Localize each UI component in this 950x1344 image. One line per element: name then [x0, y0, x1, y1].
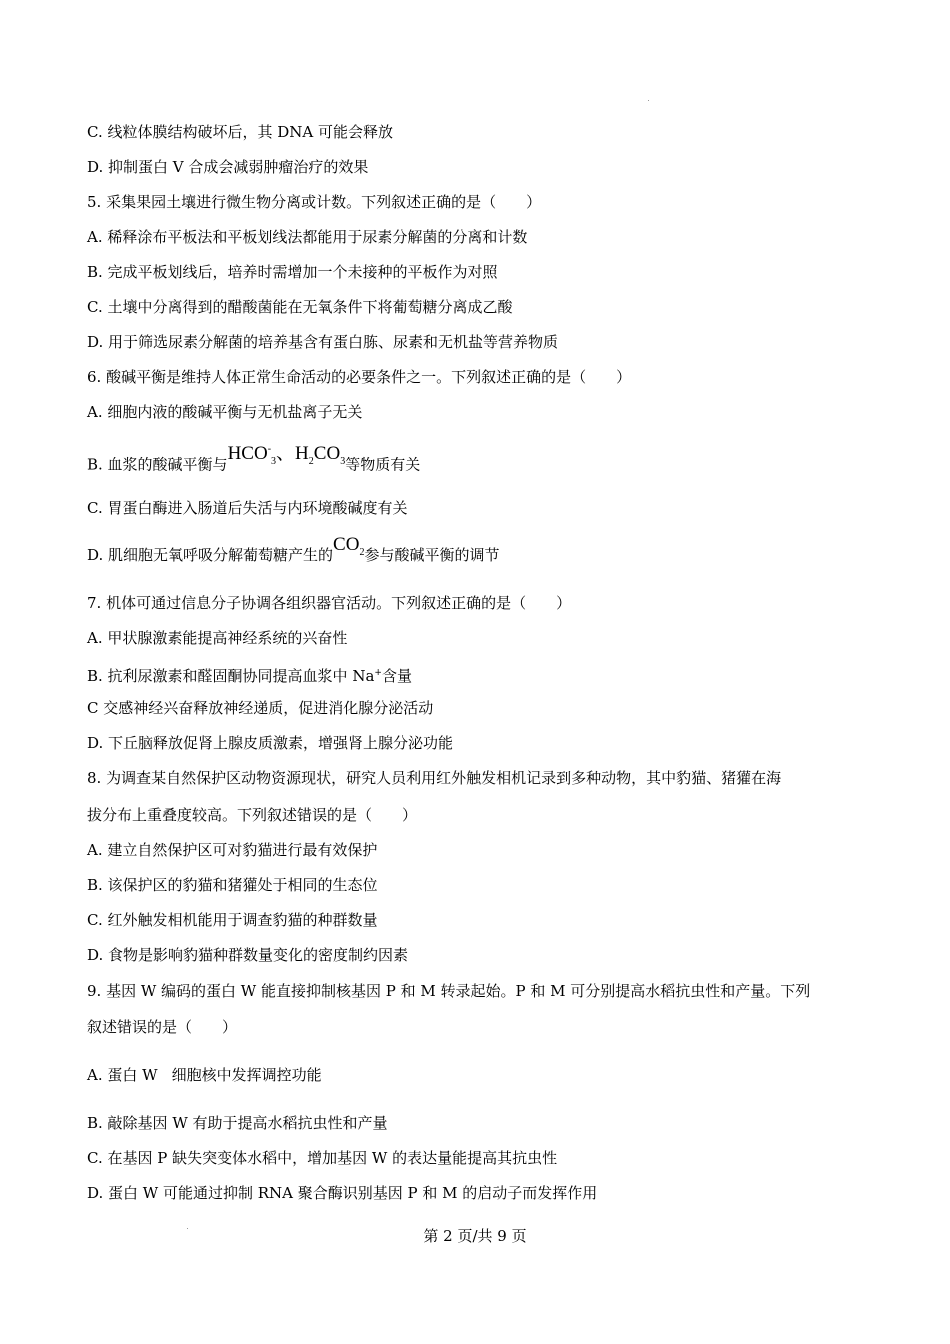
- page-footer: 第 2 页/共 9 页: [423, 1227, 527, 1245]
- question-8-line2: 拔分布上重叠度较高。下列叙述错误的是（ ）: [87, 806, 418, 824]
- co-text: CO: [313, 443, 341, 465]
- option-b-q7: [87, 663, 412, 686]
- option-d-q9: D. 蛋白 W 可能通过抑制 RNA 聚合酶识别基因 P 和 M 的启动子而发挥作用: [87, 1184, 598, 1202]
- co-subscript: 3: [340, 456, 346, 468]
- option-b-q8: B. 该保护区的豹猫和猪獾处于相同的生态位: [87, 876, 378, 894]
- option-a-q9: [87, 1065, 322, 1085]
- option-a-q7: A. 甲状腺激素能提高神经系统的兴奋性: [87, 629, 348, 647]
- option-b-q7-suffix: 含量: [381, 667, 412, 685]
- co2-text: CO: [333, 534, 360, 555]
- hco-text: HCO: [227, 443, 268, 465]
- question-7: 7. 机体可通过信息分子协调各组织器官活动。下列叙述正确的是（ ）: [87, 594, 572, 612]
- question-8-line1: 8. 为调查某自然保护区动物资源现状，研究人员利用红外触发相机记录到多种动物，其中豹猫、猪獾在海: [87, 769, 782, 787]
- option-b-q9: B. 敲除基因 W 有助于提高水稻抗虫性和产量: [87, 1114, 388, 1132]
- option-b-q6: [87, 443, 421, 482]
- option-d-q6: [87, 534, 500, 573]
- option-c-q7: C 交感神经兴奋释放神经递质，促进消化腺分泌活动: [87, 699, 434, 717]
- option-c-q5: C. 土壤中分离得到的醋酸菌能在无氧条件下将葡萄糖分离成乙酸: [87, 298, 513, 316]
- co2-subscript: 2: [359, 546, 365, 558]
- question-9-line1: 9. 基因 W 编码的蛋白 W 能直接抑制核基因 P 和 M 转录起始。P 和 M 可分别提高水稻抗虫性和产量。下列: [87, 982, 811, 1000]
- option-d-q4: D. 抑制蛋白 V 合成会减弱肿瘤治疗的效果: [87, 158, 369, 176]
- hco-subscript: 3: [271, 456, 277, 468]
- question-9-line2: 叙述错误的是（ ）: [87, 1018, 238, 1036]
- h-text: H: [295, 443, 309, 465]
- option-c-q8: C. 红外触发相机能用于调查豹猫的种群数量: [87, 911, 378, 929]
- option-d-q6-suffix: 参与酸碱平衡的调节: [364, 546, 500, 564]
- bicarbonate-formula: [227, 443, 346, 468]
- option-c-q9: C. 在基因 P 缺失突变体水稻中，增加基因 W 的表达量能提高其抗虫性: [87, 1149, 558, 1167]
- hco-charge: -: [267, 444, 272, 455]
- option-a-q8: A. 建立自然保护区可对豹猫进行最有效保护: [87, 841, 378, 859]
- option-a-q5: A. 稀释涂布平板法和平板划线法都能用于尿素分解菌的分离和计数: [87, 228, 528, 246]
- option-d-q5: D. 用于筛选尿素分解菌的培养基含有蛋白胨、尿素和无机盐等营养物质: [87, 333, 559, 351]
- scan-dot: [648, 100, 649, 101]
- option-b-q6-suffix: 等物质有关: [345, 455, 421, 474]
- option-d-q6-prefix: D. 肌细胞无氧呼吸分解葡萄糖产生的: [87, 546, 334, 564]
- formula-separator: 、: [276, 443, 296, 465]
- question-6: 6. 酸碱平衡是维持人体正常生命活动的必要条件之一。下列叙述正确的是（ ）: [87, 368, 632, 386]
- option-a-q9-suffix: 细胞核中发挥调控功能: [171, 1066, 322, 1084]
- option-c-q6: C. 胃蛋白酶进入肠道后失活与内环境酸碱度有关: [87, 499, 408, 517]
- sodium-charge: +: [374, 668, 382, 678]
- option-b-q7-prefix: B. 抗利尿激素和醛固酮协同提高血浆中 Na: [87, 667, 375, 685]
- option-b-q6-prefix: B. 血浆的酸碱平衡与: [87, 455, 228, 474]
- option-a-q9-prefix: A. 蛋白 W: [87, 1066, 158, 1084]
- option-a-q6: A. 细胞内液的酸碱平衡与无机盐离子无关: [87, 403, 363, 421]
- question-5: 5. 采集果园土壤进行微生物分离或计数。下列叙述正确的是（ ）: [87, 193, 542, 211]
- option-d-q8: D. 食物是影响豹猫种群数量变化的密度制约因素: [87, 946, 409, 964]
- option-d-q7: D. 下丘脑释放促肾上腺皮质激素，增强肾上腺分泌功能: [87, 734, 454, 752]
- h-subscript: 2: [308, 456, 314, 468]
- option-b-q5: B. 完成平板划线后，培养时需增加一个未接种的平板作为对照: [87, 263, 498, 281]
- co2-formula: [333, 534, 365, 558]
- option-c-q4: C. 线粒体膜结构破坏后，其 DNA 可能会释放: [87, 123, 394, 141]
